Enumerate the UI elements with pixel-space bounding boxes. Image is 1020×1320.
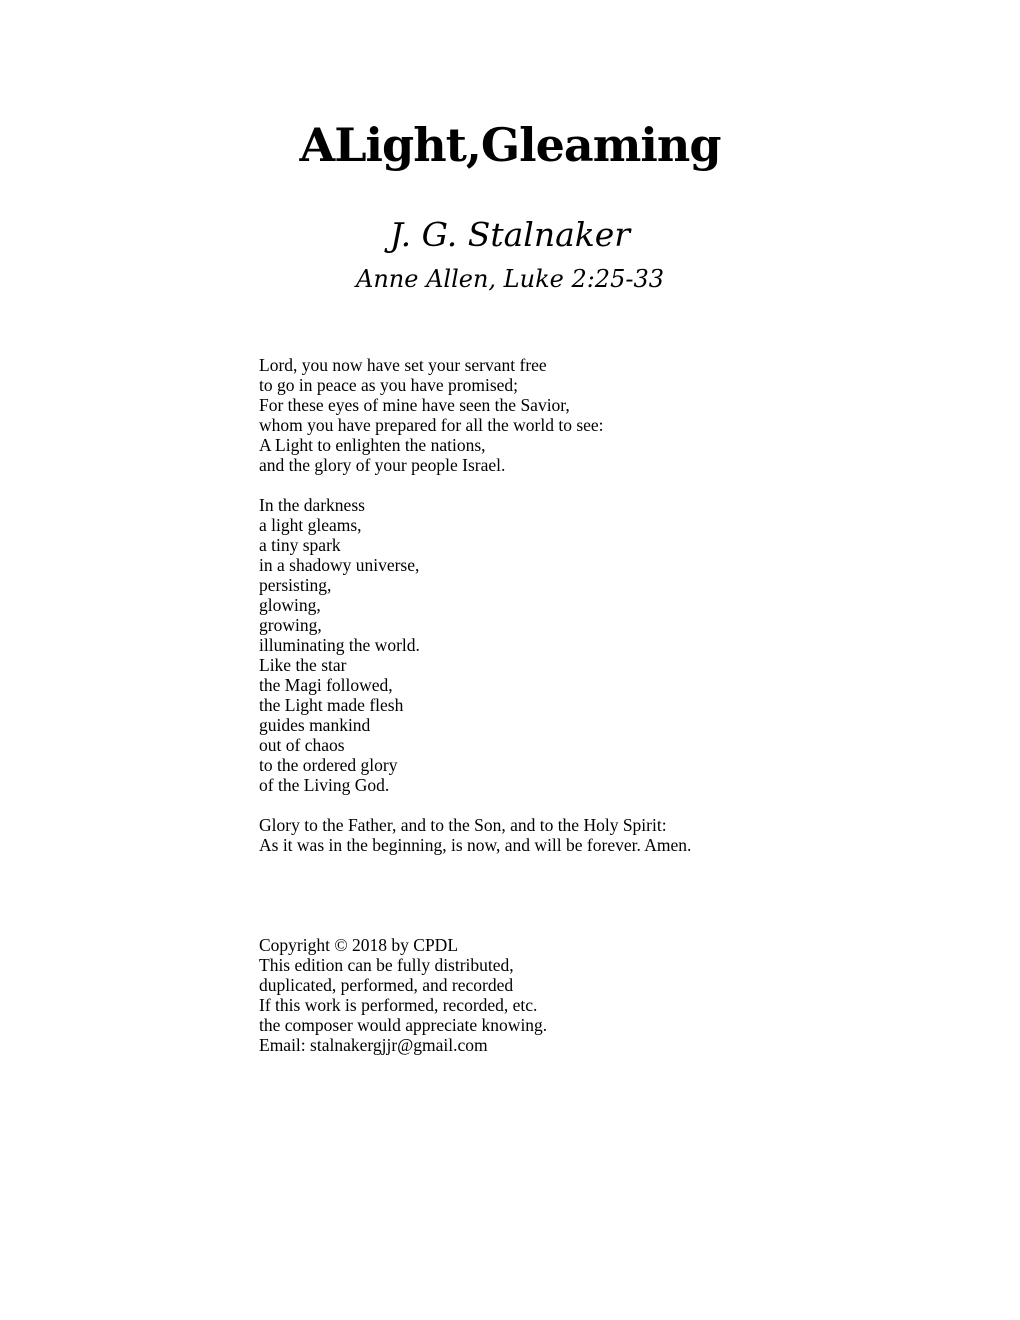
text-line: growing, [259, 615, 322, 635]
stanza-poem [259, 495, 879, 795]
composer-name: J. G. Stalnaker [389, 215, 631, 254]
text-line: the Light made flesh [259, 695, 404, 715]
text-line: a light gleams, [259, 515, 362, 535]
text-line: In the darkness [259, 495, 365, 515]
stanza-canticle [259, 355, 879, 475]
copyright-line: the composer would appreciate knowing. [259, 1015, 548, 1035]
text-line: As it was in the beginning, is now, and will be forever. Amen. [259, 835, 692, 855]
stanza-gap [259, 475, 879, 495]
text-line: Glory to the Father, and to the Son, and to the Holy Spirit: [259, 815, 667, 835]
stanza-gap [259, 795, 879, 815]
text-line: out of chaos [259, 735, 345, 755]
text-line: persisting, [259, 575, 332, 595]
copyright-line: Copyright © 2018 by CPDL [259, 935, 459, 955]
text-line: of the Living God. [259, 775, 390, 795]
text-line: Like the star [259, 655, 347, 675]
copyright-notice [259, 935, 879, 1055]
copyright-line: If this work is performed, recorded, etc. [259, 995, 538, 1015]
text-line: and the glory of your people Israel. [259, 455, 506, 475]
text-line: to go in peace as you have promised; [259, 375, 519, 395]
text-credits: Anne Allen, Luke 2:25-33 [356, 265, 664, 293]
text-line: to the ordered glory [259, 755, 398, 775]
text-line: Lord, you now have set your servant free [259, 355, 547, 375]
stanza-doxology [259, 815, 879, 855]
contact-email: Email: stalnakergjjr@gmail.com [259, 1035, 488, 1055]
text-line: in a shadowy universe, [259, 555, 420, 575]
page-title: ALight,Gleaming [299, 118, 721, 172]
text-line: glowing, [259, 595, 321, 615]
text-line: the Magi followed, [259, 675, 393, 695]
copyright-line: duplicated, performed, and recorded [259, 975, 514, 995]
copyright-line: This edition can be fully distributed, [259, 955, 514, 975]
text-line: whom you have prepared for all the world to see: [259, 415, 604, 435]
text-line: A Light to enlighten the nations, [259, 435, 486, 455]
text-line: illuminating the world. [259, 635, 420, 655]
text-line: guides mankind [259, 715, 371, 735]
text-line: a tiny spark [259, 535, 341, 555]
section-gap [259, 855, 879, 935]
text-line: For these eyes of mine have seen the Savior, [259, 395, 570, 415]
text-body [259, 355, 879, 1055]
